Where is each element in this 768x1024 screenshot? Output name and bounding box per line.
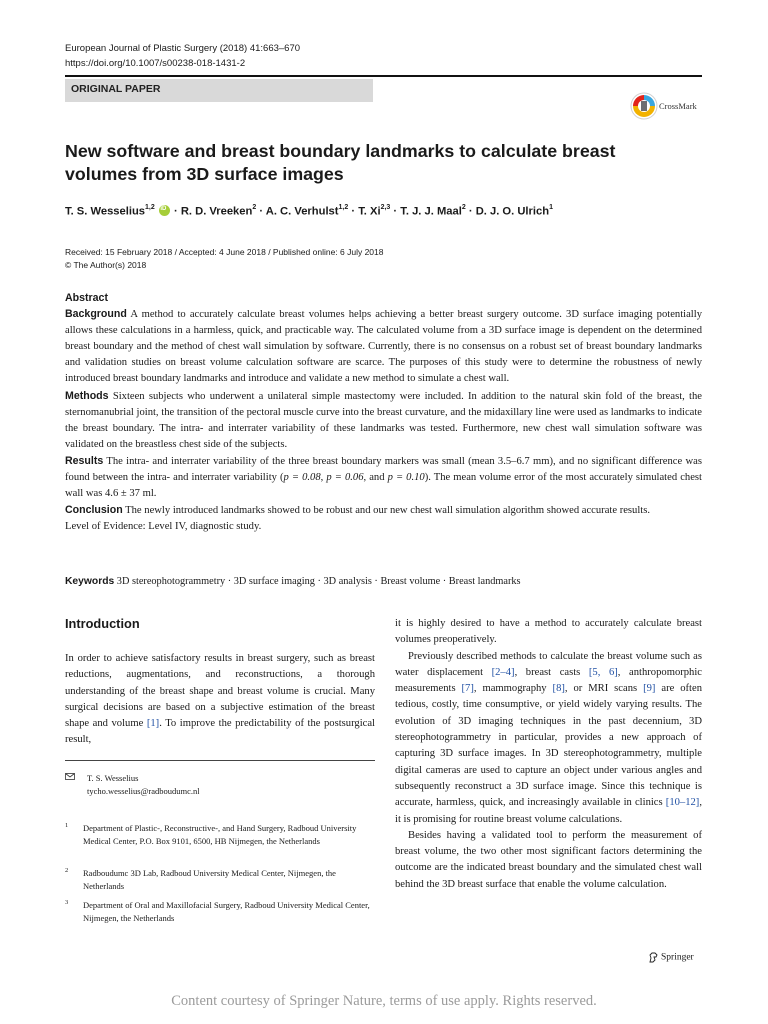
right-column [395, 616, 702, 893]
keywords-list: 3D stereophotogrammetry · 3D surface imaging · 3D analysis · Breast volume · Breast landmarks [116, 576, 521, 587]
citation-link[interactable]: [2–4] [491, 666, 515, 678]
paragraph-text: , or MRI scans [564, 683, 644, 695]
correspondence-name: T. S. Wesselius [87, 773, 139, 783]
keywords-label: Keywords [65, 576, 115, 587]
methods-text: Sixteen subjects who underwent a unilateral simple mastectomy were included. In addition to the natural skin fold of the breast, the sternomanubrial joint, the transition of the pectoral muscle curve into the breast curvature, and the midaxillary line were used as landmarks to indicate the breast boundary. The intra- and interrater variability of these landmarks was tested. Furthermore, new chest wall simulation software was validated on the breastless chest side of the subjects. [65, 390, 702, 450]
affiliation-number: 3 [65, 899, 69, 906]
intro-paragraph [65, 651, 375, 749]
p-value: p = 0.06 [326, 472, 364, 484]
p-value: p = 0.08 [283, 472, 321, 484]
abstract-results [65, 453, 702, 502]
citation-link[interactable]: [8] [552, 683, 565, 695]
abstract-conclusion [65, 502, 702, 519]
author-affiliation: 1,2 [338, 204, 349, 211]
background-text: A method to accurately calculate breast volumes helps achieving a better breast surgery outcome. 3D surface imaging potentially allows these calculations in a harmless, quick, and practicable way. The calculated volume from a 3D surface image is dependent on the determined breast boundary and the method of chest wall simulation by software. Currently, there is no consensus on a robust set of breast boundary landmarks and validation studies on breast volume calculation software are scarce. The purposes of this study were to determine the robustness of newly introduced breast boundary landmarks and introduce and validate a new method to simulate a chest wall. [65, 309, 702, 385]
article-title: New software and breast boundary landmarks to calculate breast volumes from 3D surface images [65, 141, 616, 184]
abstract-background [65, 306, 702, 387]
author-affiliation: 1 [549, 204, 553, 211]
author[interactable]: T. J. J. Maal [400, 205, 462, 218]
content-courtesy-footer: Content courtesy of Springer Nature, terms of use apply. Rights reserved. [171, 993, 597, 1009]
background-label: Background [65, 308, 127, 321]
doi-link[interactable]: https://doi.org/10.1007/s00238-018-1431-2 [65, 58, 246, 69]
crossmark-badge[interactable] [630, 92, 720, 120]
abstract-methods [65, 388, 702, 453]
author-affiliation: 2 [252, 204, 257, 211]
paragraph-text: In order to achieve satisfactory results in breast surgery, such as breast reductions, augmentations, and reconstructions, a thorough understanding of the breast shape and breast volume is crucial. Many surgical decisions are based on a subjective estimation of the breast shape and volume [65, 653, 375, 730]
affiliation-text: Department of Oral and Maxillofacial Surgery, Radboud University Medical Center, Nijmegen, the Netherlands [83, 900, 370, 923]
correspondence-email[interactable]: tycho.wesselius@radboudumc.nl [87, 786, 200, 796]
affiliation-text: Radboudumc 3D Lab, Radboud University Medical Center, Nijmegen, the Netherlands [83, 868, 336, 891]
paragraph-text: , mammography [473, 683, 553, 695]
springer-horse-icon [648, 952, 659, 963]
copyright-notice: © The Author(s) 2018 [65, 260, 147, 270]
level-of-evidence: Level of Evidence: Level IV, diagnostic study. [65, 521, 262, 533]
introduction-heading: Introduction [65, 616, 140, 631]
article-type-bar [65, 79, 373, 102]
header-rule [65, 75, 702, 77]
abstract-heading: Abstract [65, 292, 108, 304]
author-list: T. S. Wesselius$^{1,2}$ iD · R. D. Vreeken$^2$ · A. C. Verhulst$^{1,2}$ · T. Xi$^{2,3}$ · T. J. J. Maal$^2$ · D. J. O. Ulrich$^1$ [65, 205, 705, 218]
methods-label: Methods [65, 389, 109, 402]
paragraph-text: Previously described methods to calculate the breast volume such as water displacement [395, 650, 702, 678]
author-affiliation: 1,2 [145, 204, 155, 211]
intro-paragraph: it is highly desired to have a method to accurately calculate breast volumes preoperatively. [395, 618, 702, 646]
orcid-icon[interactable] [159, 205, 170, 216]
author[interactable]: T. Xi [358, 205, 381, 218]
intro-paragraph: Besides having a validated tool to perform the measurement of breast volume, the two other most significant factors determining the outcome are the indicated breast boundary and the simulated chest wall behind the 3D breast surface that enable the volume calculation. [395, 829, 702, 890]
citation-link[interactable]: [5, 6] [588, 666, 618, 678]
date-history: Received: 15 February 2018 / Accepted: 4 June 2018 / Published online: 6 July 2018 [65, 247, 384, 257]
affiliation-number: 1 [65, 822, 69, 829]
paragraph-text: . To improve the predictability of the postsurgical result, [65, 718, 376, 746]
author-affiliation: 2 [461, 204, 466, 211]
author-affiliation: 2,3 [380, 204, 391, 211]
citation-link[interactable]: [1] [146, 718, 160, 730]
affiliation-number: 2 [65, 867, 69, 874]
author[interactable]: T. S. Wesselius [65, 205, 146, 218]
paragraph-text: , it is promising for routine breast volume calculations. [395, 797, 702, 825]
journal-citation: European Journal of Plastic Surgery (2018) 41:663–670 [65, 43, 301, 54]
author[interactable]: D. J. O. Ulrich [475, 205, 550, 218]
results-text: ). The mean volume error of the most accurately simulated chest wall was 4.6 ± 37 ml. [65, 472, 702, 500]
author[interactable]: R. D. Vreeken [180, 205, 253, 218]
article-type-label: ORIGINAL PAPER [71, 83, 161, 95]
footnote-rule [65, 760, 375, 761]
author[interactable]: A. C. Verhulst [265, 205, 339, 218]
crossmark-label: CrossMark [659, 101, 697, 111]
correspondence-text [87, 772, 200, 798]
intro-paragraph [395, 649, 702, 828]
envelope-icon [65, 773, 75, 780]
keywords [65, 576, 705, 587]
results-text: , and [363, 472, 388, 484]
paragraph-text: are often tedious, costly, time consumptive, or yield widely varying results. The evolution of 3D imaging techniques in the past decennium, 3D stereophotogrammetry in particular, provides a new approach of capturing 3D surface images. In 3D stereophotogrammetry, multiple digital cameras are used to capture an object under various angles and subsequently reconstruct a 3D surface image. Since this technique is accurate, harmless, quick, and increasingly available in clinics [395, 683, 702, 809]
citation-link[interactable]: [9] [643, 683, 656, 695]
citation-link[interactable]: [10–12] [665, 797, 700, 809]
results-label: Results [65, 454, 104, 467]
conclusion-text: The newly introduced landmarks showed to be robust and our new chest wall simulation algorithm showed accurate results. [125, 505, 651, 517]
paragraph-text: , anthropomorphic measurements [395, 666, 703, 695]
results-text: , [320, 472, 327, 484]
journal-header [65, 41, 300, 71]
publication-dates [65, 246, 384, 272]
abstract [65, 290, 702, 535]
affiliation-text: Department of Plastic-, Reconstructive-, and Hand Surgery, Radboud University Medical Center, P.O. Box 9101, 6500, HB Nijmegen, the Netherlands [83, 823, 357, 846]
crossmark-icon [630, 92, 658, 120]
publisher-logo [648, 952, 694, 963]
citation-link[interactable]: [7] [461, 683, 474, 695]
conclusion-label: Conclusion [65, 504, 123, 517]
left-column [65, 651, 375, 749]
p-value: p = 0.10 [387, 472, 425, 484]
results-text: The intra- and interrater variability of the three breast boundary markers was small (mean 3.5–6.7 mm), and no significant difference was found between the intra- and interrater variability ( [65, 455, 702, 484]
paragraph-text: , breast casts [514, 666, 589, 678]
publisher-name: Springer [661, 952, 694, 963]
